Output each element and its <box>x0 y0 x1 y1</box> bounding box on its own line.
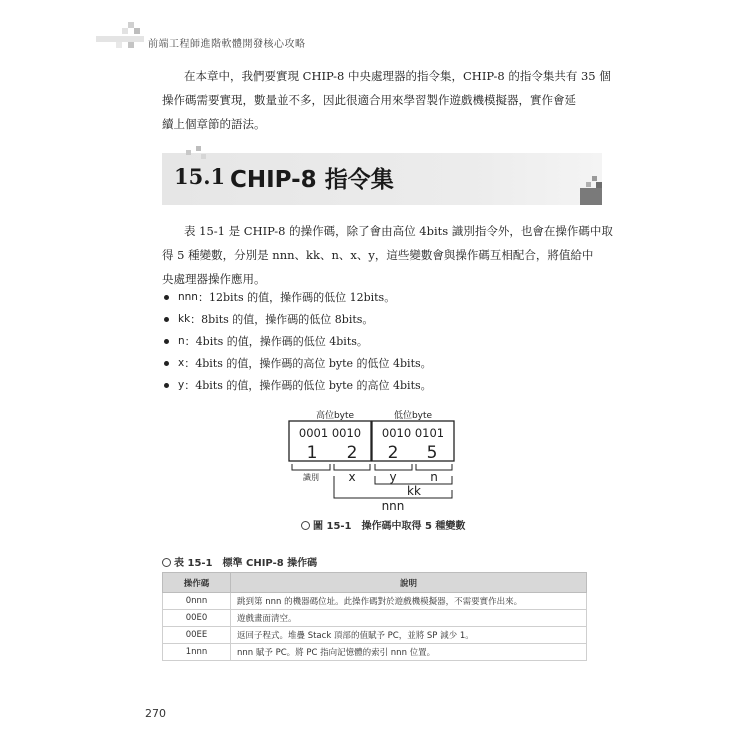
hex-digit: 2 <box>346 443 358 463</box>
column-header: 操作碼 <box>163 573 231 593</box>
variable-list <box>162 286 602 396</box>
body-line: 得 5 種變數，分別是 nnn、kk、n、x、y，這些變數會與操作碼互相配合，將值給中 <box>162 248 594 262</box>
list-item: x ：4bits 的值，操作碼的高位 byte 的低位 4bits。 <box>162 352 602 374</box>
intro-paragraph <box>162 64 611 136</box>
label-nnn: nnn <box>381 499 405 513</box>
list-item: n ：4bits 的值，操作碼的低位 4bits。 <box>162 330 602 352</box>
table-caption: 表 15-1 標準 CHIP-8 操作碼 <box>162 554 317 569</box>
high-byte-box <box>289 421 371 461</box>
table-row <box>163 627 587 644</box>
description-cell: 返回子程式。堆疊 Stack 頂部的值賦予 PC，並將 SP 減少 1。 <box>231 627 587 644</box>
running-header: 前端工程師進階軟體開發核心攻略 <box>148 39 306 50</box>
opcode-cell: 00EE <box>163 627 231 644</box>
bullet-icon <box>164 295 169 300</box>
hex-digit: 1 <box>306 443 318 463</box>
hex-digit: 2 <box>387 443 399 463</box>
intro-line: 操作碼需要實現，數量並不多，因此很適合用來學習製作遊戲機模擬器，實作會延 <box>162 93 576 107</box>
caption-marker-icon <box>162 558 171 567</box>
list-item: nnn ：12bits 的值，操作碼的低位 12bits。 <box>162 286 602 308</box>
bracket-n <box>416 464 452 470</box>
section-number: 15.1 <box>174 164 226 189</box>
body-paragraph <box>162 219 613 291</box>
hex-digit: 5 <box>426 443 438 463</box>
binary-high: 0001 0010 <box>298 426 362 440</box>
bullet-icon <box>164 339 169 344</box>
bullet-icon <box>164 317 169 322</box>
list-item: kk ：8bits 的值，操作碼的低位 8bits。 <box>162 308 602 330</box>
bullet-icon <box>164 361 169 366</box>
binary-low: 0010 0101 <box>381 426 445 440</box>
low-byte-label: 低位byte <box>393 411 433 421</box>
figure-caption: 圖 15-1 操作碼中取得 5 種變數 <box>301 517 465 532</box>
opcode-cell: 1nnn <box>163 644 231 661</box>
description-cell: nnn 賦予 PC。將 PC 指向記憶體的索引 nnn 位置。 <box>231 644 587 661</box>
bracket-kk <box>375 476 452 484</box>
list-item: y ：4bits 的值，操作碼的低位 byte 的高位 4bits。 <box>162 374 602 396</box>
opcode-table <box>162 572 587 661</box>
label-y: y <box>389 470 397 484</box>
label-identify: 識別 <box>303 473 319 482</box>
label-kk: kk <box>407 484 421 498</box>
bracket-y <box>375 464 412 470</box>
description-cell: 遊戲畫面清空。 <box>231 610 587 627</box>
table-row <box>163 593 587 610</box>
high-byte-label: 高位byte <box>315 411 355 421</box>
bracket-x <box>334 464 370 470</box>
page-number: 270 <box>145 707 166 720</box>
body-line: 表 15-1 是 CHIP-8 的操作碼，除了會由高位 4bits 識別指令外，也會在操作碼中取 <box>184 224 613 238</box>
section-corner-decoration <box>570 176 602 205</box>
column-header: 說明 <box>231 573 587 593</box>
description-cell: 跳到第 nnn 的機器碼位址。此操作碼對於遊戲機模擬器，不需要實作出來。 <box>231 593 587 610</box>
intro-line: 在本章中，我們要實現 CHIP-8 中央處理器的指令集，CHIP-8 的指令集共有 35 個 <box>184 69 611 83</box>
opcode-cell: 00E0 <box>163 610 231 627</box>
label-x: x <box>348 470 356 484</box>
table-row <box>163 644 587 661</box>
bracket-nnn <box>334 476 452 498</box>
table-row <box>163 610 587 627</box>
bracket-identify <box>292 464 330 470</box>
label-n: n <box>430 470 438 484</box>
body-line: 央處理器操作應用。 <box>162 272 266 286</box>
table-header-row <box>163 573 587 593</box>
bullet-icon <box>164 383 169 388</box>
caption-marker-icon <box>301 521 310 530</box>
section-pixel-decoration <box>186 146 210 166</box>
low-byte-box <box>372 421 454 461</box>
intro-line: 續上個章節的語法。 <box>162 117 266 131</box>
section-title: CHIP-8 指令集 <box>230 167 394 193</box>
opcode-cell: 0nnn <box>163 593 231 610</box>
